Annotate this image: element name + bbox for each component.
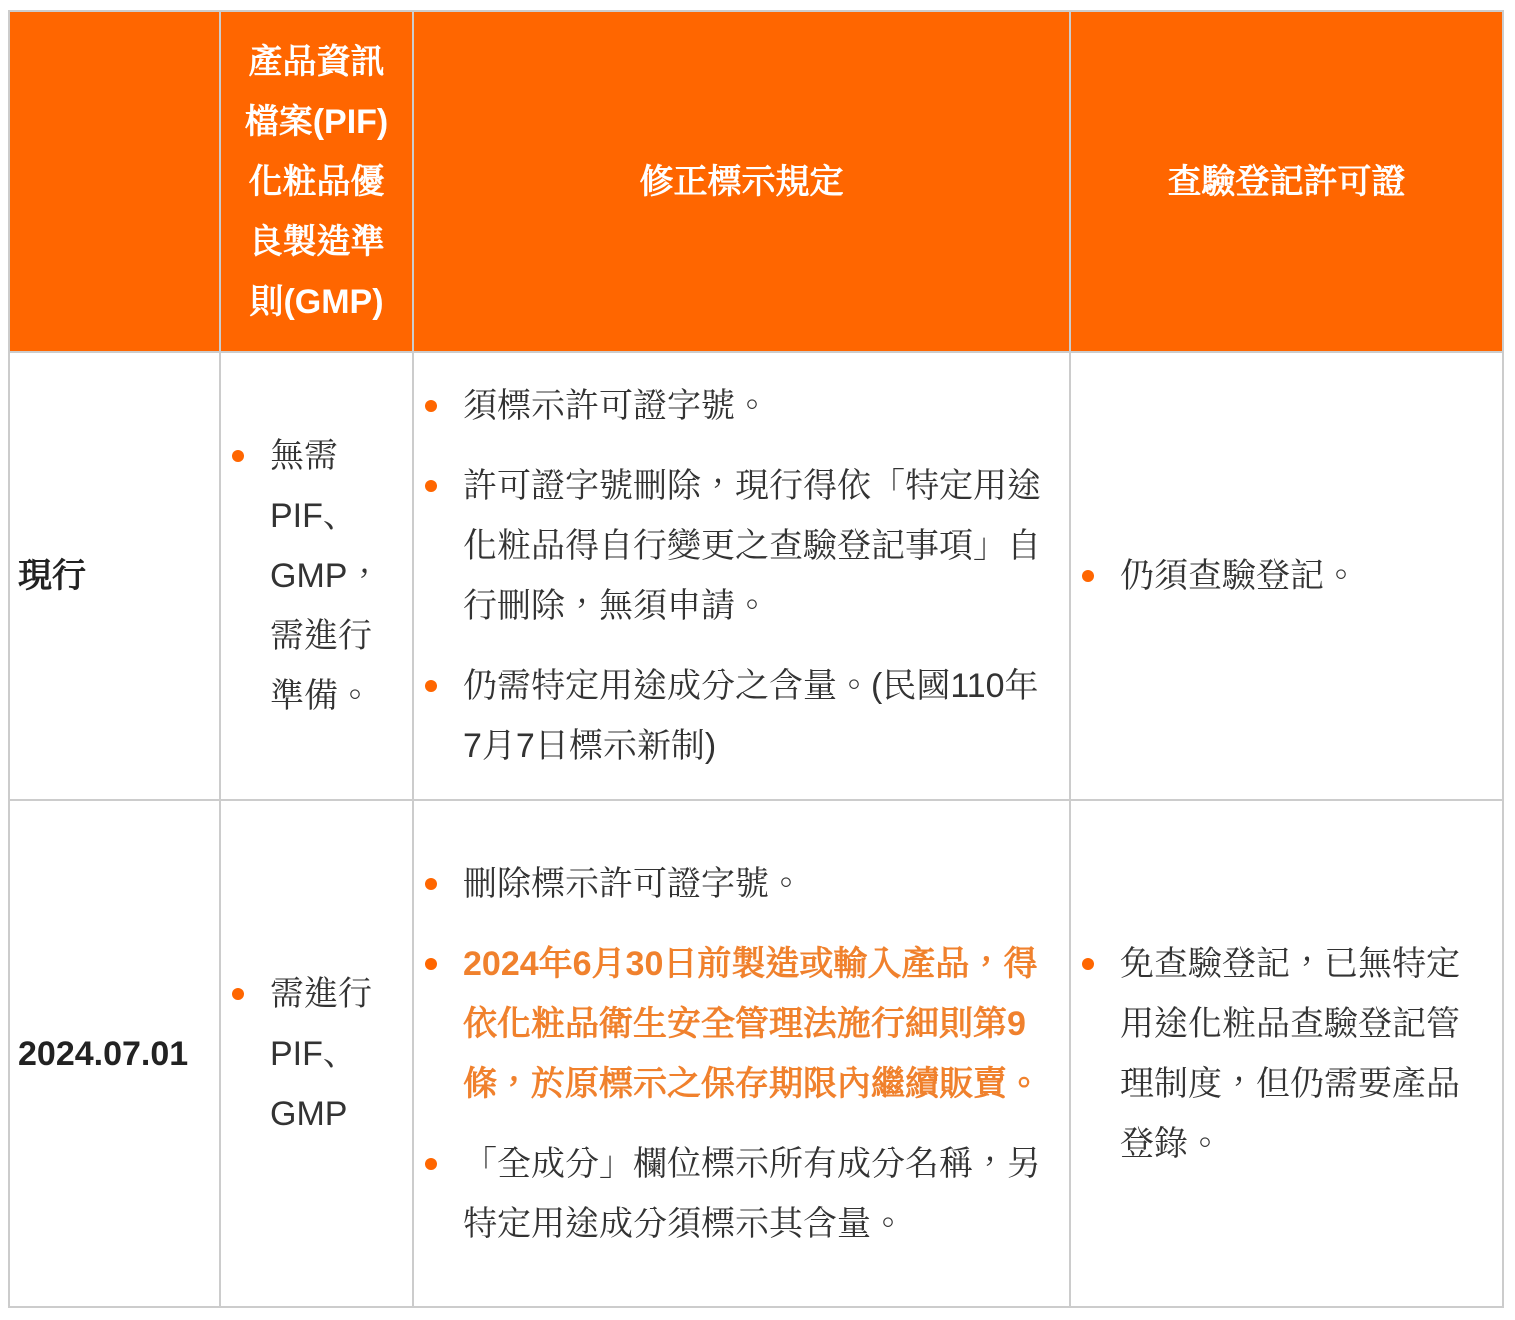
bullet-list (1120, 546, 1478, 606)
list-item-text: 刪除標示許可證字號。 (463, 864, 803, 903)
list-item (1120, 934, 1478, 1174)
header-registration-label: 查驗登記許可證 (1167, 162, 1406, 201)
regulation-comparison-table (8, 10, 1504, 1308)
header-corner-cell (10, 12, 219, 351)
cell-2024-labeling (414, 801, 1069, 1306)
list-item (463, 854, 1053, 914)
bullet-icon (425, 480, 437, 492)
list-item-text: 需進行PIF、GMP (270, 974, 372, 1133)
bullet-icon (425, 1158, 437, 1170)
header-labeling-label: 修正標示規定 (639, 162, 844, 201)
bullet-icon (425, 680, 437, 692)
list-item (463, 456, 1053, 636)
bullet-icon (425, 958, 437, 970)
cell-2024-pif-gmp (221, 801, 412, 1306)
list-item (270, 426, 394, 726)
bullet-list (463, 854, 1053, 1254)
list-item-text: 無需PIF、GMP，需進行準備。 (270, 437, 382, 715)
bullet-icon (425, 400, 437, 412)
header-labeling (414, 12, 1069, 351)
bullet-icon (1082, 570, 1094, 582)
list-item (463, 376, 1053, 436)
list-item-text: 須標示許可證字號。 (463, 387, 769, 425)
list-item (270, 964, 394, 1144)
list-item (463, 656, 1053, 776)
header-pif-gmp (221, 12, 412, 351)
bullet-icon (425, 878, 437, 890)
list-item (1120, 546, 1478, 606)
list-item-text: 免查驗登記，已無特定用途化粧品查驗登記管理制度，但仍需要產品登錄。 (1120, 944, 1460, 1163)
cell-current-labeling (414, 353, 1069, 799)
cell-2024-registration (1071, 801, 1502, 1306)
highlighted-item-text: 2024年6月30日前製造或輸入產品，得依化粧品衛生安全管理法施行細則第9條，於原標示之保存期限內繼續販賣。 (463, 944, 1041, 1103)
highlighted-list-item (463, 934, 1053, 1114)
bullet-list (1120, 934, 1478, 1174)
header-pif-gmp-label: 產品資訊檔案(PIF)化粧品優良製造準則(GMP) (244, 42, 389, 321)
bullet-list (463, 376, 1053, 776)
cell-current-pif-gmp (221, 353, 412, 799)
list-item (463, 1134, 1053, 1254)
row-label-text: 現行 (18, 557, 86, 595)
row-label-current (10, 353, 219, 799)
header-registration (1071, 12, 1502, 351)
bullet-icon (1082, 958, 1094, 970)
row-label-text: 2024.07.01 (18, 1034, 189, 1073)
list-item-text: 「全成分」欄位標示所有成分名稱，另特定用途成分須標示其含量。 (463, 1144, 1041, 1243)
list-item-text: 仍須查驗登記。 (1120, 557, 1358, 595)
bullet-list (270, 964, 394, 1144)
bullet-icon (232, 450, 244, 462)
cell-current-registration (1071, 353, 1502, 799)
bullet-icon (232, 988, 244, 1000)
list-item-text: 許可證字號刪除，現行得依「特定用途化粧品得自行變更之查驗登記事項」自行刪除，無須申請。 (463, 467, 1041, 625)
list-item-text: 仍需特定用途成分之含量。(民國110年7月7日標示新制) (463, 667, 1039, 765)
row-label-2024-07-01 (10, 801, 219, 1306)
bullet-list (270, 426, 394, 726)
